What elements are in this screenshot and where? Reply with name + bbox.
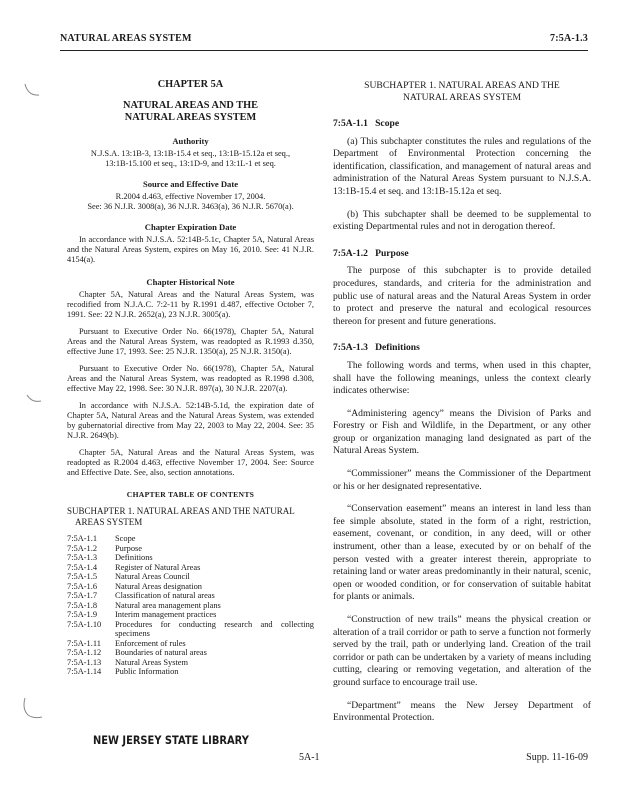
- toc-entry-number: 7:5A-1.12: [67, 648, 102, 657]
- supplement-date: Supp. 11-16-09: [526, 752, 588, 763]
- header-rule: [60, 50, 588, 51]
- source-heading: Source and Effective Date: [142, 179, 239, 189]
- toc-entry: [67, 620, 314, 639]
- chapter-title-line: NATURAL AREAS SYSTEM: [124, 112, 257, 123]
- section-heading-scope: 7:5A-1.1 Scope: [333, 118, 400, 129]
- header-title: NATURAL AREAS SYSTEM: [60, 33, 192, 44]
- toc-entry-number: 7:5A-1.4: [67, 562, 98, 572]
- toc-entry: [67, 639, 314, 649]
- toc-entry-number: 7:5A-1.8: [67, 600, 98, 610]
- definition-paragraph: “Administering agency” means the Division of Parks and Forestry or Fish and Wildlife, in the Department, or any other group or organization managing land designated as part of the Natural Areas System.: [333, 407, 591, 457]
- toc-entry: [67, 658, 314, 668]
- toc-entry: [67, 553, 314, 563]
- toc-entry-title: Enforcement of rules: [115, 638, 186, 648]
- toc-entry-title: Definitions: [115, 553, 153, 562]
- definition-paragraph: “Conservation easement” means an interest in land less than fee simple absolute, stated in the form of a right, restriction, easement, covenant, or condition, in any deed, will or other instrument, other than a lease, executed by or on behalf of the person vested with a greater interest therein, appropriate to retaining land or water areas predominantly in their natural, scenic, open or wooded condition, or for conservation of suitable habitat for plants or animals.: [333, 503, 591, 603]
- historical-note-heading: Chapter Historical Note: [146, 277, 235, 287]
- toc-entry-title: Register of Natural Areas: [115, 562, 201, 572]
- chapter-title: [67, 100, 314, 124]
- toc-heading: CHAPTER TABLE OF CONTENTS: [126, 490, 255, 499]
- toc-entry-number: 7:5A-1.1: [67, 534, 98, 543]
- punch-hole-mark-middle: [24, 392, 44, 406]
- toc-entry: [67, 610, 314, 620]
- toc-entry-number: 7:5A-1.10: [67, 619, 102, 629]
- toc-entry-number: 7:5A-1.13: [67, 657, 102, 667]
- expiration-heading: Chapter Expiration Date: [144, 222, 237, 232]
- toc-list: [67, 534, 314, 677]
- toc-entry: [67, 582, 314, 592]
- toc-entry-number: 7:5A-1.6: [67, 581, 98, 591]
- definitions-intro: The following words and terms, when used in this chapter, shall have the following meanings, unless the context clearly indicates otherwise:: [333, 359, 591, 397]
- toc-subchapter: SUBCHAPTER 1. NATURAL AREAS AND THE NATURAL AREAS SYSTEM: [67, 506, 295, 527]
- toc-entry-number: 7:5A-1.9: [67, 610, 98, 619]
- toc-entry: [67, 591, 314, 601]
- historical-note-paragraph: Pursuant to Executive Order No. 66(1978), Chapter 5A, Natural Areas and the Natural Areas System, was readopted as R.1993 d.350, effective June 17, 1993. See: 25 N.J.R. 1350(a), 25 N.J.R. 3150(a).: [67, 327, 314, 356]
- toc-entry-title: Natural Areas designation: [115, 581, 202, 591]
- toc-entry-number: 7:5A-1.11: [67, 638, 101, 648]
- toc-entry: [67, 544, 314, 554]
- library-stamp: NEW JERSEY STATE LIBRARY: [93, 733, 249, 747]
- toc-entry-number: 7:5A-1.5: [67, 572, 98, 581]
- toc-entry: [67, 667, 314, 677]
- scope-paragraph-b: (b) This subchapter shall be deemed to be supplemental to existing Departmental rules and not in derogation thereof.: [333, 208, 591, 233]
- section-heading-definitions: 7:5A-1.3 Definitions: [333, 342, 420, 354]
- toc-entry-title: Procedures for conducting research and collecting specimens: [115, 619, 314, 638]
- toc-entry-title: Natural Areas System: [115, 657, 189, 667]
- toc-entry-number: 7:5A-1.3: [67, 553, 98, 562]
- authority-line: 13:1B-15.100 et seq., 13:1D-9, and 13:1L-1 et seq.: [105, 159, 276, 168]
- toc-entry: [67, 572, 314, 582]
- authority-line: N.J.S.A. 13:1B-3, 13:1B-15.4 et seq., 13:1B-15.12a et seq.,: [90, 149, 291, 158]
- toc-entry-number: 7:5A-1.2: [67, 543, 98, 553]
- historical-note-paragraph: Chapter 5A, Natural Areas and the Natural Areas System, was readopted as R.2004 d.463, effective November 17, 2004. See: Source and Effective Date. See, also, section annotations.: [67, 448, 314, 477]
- definition-paragraph: “Commissioner” means the Commissioner of the Department or his or her designated representative.: [333, 468, 591, 492]
- page-number: 5A-1: [299, 752, 320, 763]
- chapter-title-line: NATURAL AREAS AND THE: [123, 100, 258, 111]
- toc-entry-title: Classification of natural areas: [115, 591, 215, 600]
- toc-entry-title: Public Information: [115, 667, 179, 676]
- toc-entry-title: Boundaries of natural areas: [115, 648, 207, 657]
- authority-text: [67, 149, 314, 169]
- historical-note-paragraph: In accordance with N.J.S.A. 52:14B-5.1d, the expiration date of Chapter 5A, Natural Areas and the Natural Areas System, was extended by gubernatorial directive from May 22, 2003 to May 22, 2004. See: 35 N.J.R. 2649(b).: [67, 401, 314, 440]
- scope-paragraph-a: (a) This subchapter constitutes the rules and regulations of the Department of Environmental Protection concerning the identification, classification, and management of natural areas and administration of the Natural Areas System pursuant to N.J.S.A. 13:1B-15.4 et seq. and 13:1B-15.12a et seq.: [333, 135, 591, 197]
- toc-entry-title: Natural area management plans: [115, 600, 221, 610]
- toc-entry: [67, 534, 314, 544]
- toc-entry: [67, 563, 314, 573]
- toc-entry: [67, 601, 314, 611]
- subchapter-title: [333, 80, 591, 104]
- definition-paragraph: “Construction of new trails” means the physical creation or alteration of a trail corridor or path to serve a function not formerly served by the trail, path or underlying land. Creation of the trail corridor or path can be undertaken by a variety of means including cutting, clearing or removing vegetation, and alteration of the ground surface to encourage trail use.: [333, 614, 591, 688]
- purpose-paragraph: The purpose of this subchapter is to provide detailed procedures, standards, and criteria for the administration and public use of natural areas and the Natural Areas System in order to protect and preserve the natural and ecological resources thereon for present and future generations.: [333, 265, 591, 327]
- left-column: [67, 80, 314, 677]
- section-heading-purpose: 7:5A-1.2 Purpose: [333, 247, 409, 259]
- toc-entry-number: 7:5A-1.14: [67, 667, 102, 676]
- subchapter-title-line: SUBCHAPTER 1. NATURAL AREAS AND THE: [364, 80, 560, 91]
- subchapter-title-line: NATURAL AREAS SYSTEM: [403, 92, 521, 103]
- punch-hole-mark-top: [22, 80, 42, 100]
- toc-entry-title: Purpose: [115, 543, 142, 553]
- running-header: [60, 33, 588, 47]
- historical-note-paragraph: Chapter 5A, Natural Areas and the Natural Areas System, was recodified from N.J.A.C. 7:2-11 by R.1991 d.487, effective October 7, 1991. See: 22 N.J.R. 2652(a), 23 N.J.R. 3005(a).: [67, 290, 314, 319]
- definition-paragraph: “Department” means the New Jersey Department of Environmental Protection.: [333, 699, 591, 724]
- source-text: [67, 192, 314, 212]
- chapter-number: CHAPTER 5A: [157, 79, 224, 90]
- toc-entry-title: Interim management practices: [115, 610, 217, 619]
- source-line: See: 36 N.J.R. 3008(a), 36 N.J.R. 3463(a), 36 N.J.R. 5670(a).: [87, 202, 294, 211]
- right-column: [333, 80, 591, 735]
- historical-note-paragraph: Pursuant to Executive Order No. 66(1978), Chapter 5A, Natural Areas and the Natural Areas System, was readopted as R.1998 d.308, effective May 22, 1998. See: 30 N.J.R. 897(a), 30 N.J.R. 2207(a).: [67, 364, 314, 393]
- toc-entry-title: Natural Areas Council: [115, 572, 190, 581]
- toc-entry-number: 7:5A-1.7: [67, 591, 98, 600]
- expiration-text: In accordance with N.J.S.A. 52:14B-5.1c, Chapter 5A, Natural Areas and the Natural Areas System, expires on May 16, 2010. See: 41 N.J.R. 4154(a).: [67, 235, 314, 264]
- punch-hole-mark-bottom: [20, 695, 46, 721]
- toc-entry: [67, 648, 314, 658]
- authority-heading: Authority: [172, 136, 209, 146]
- source-line: R.2004 d.463, effective November 17, 2004.: [115, 192, 266, 201]
- header-section-number: 7:5A-1.3: [550, 33, 588, 44]
- toc-entry-title: Scope: [115, 534, 136, 543]
